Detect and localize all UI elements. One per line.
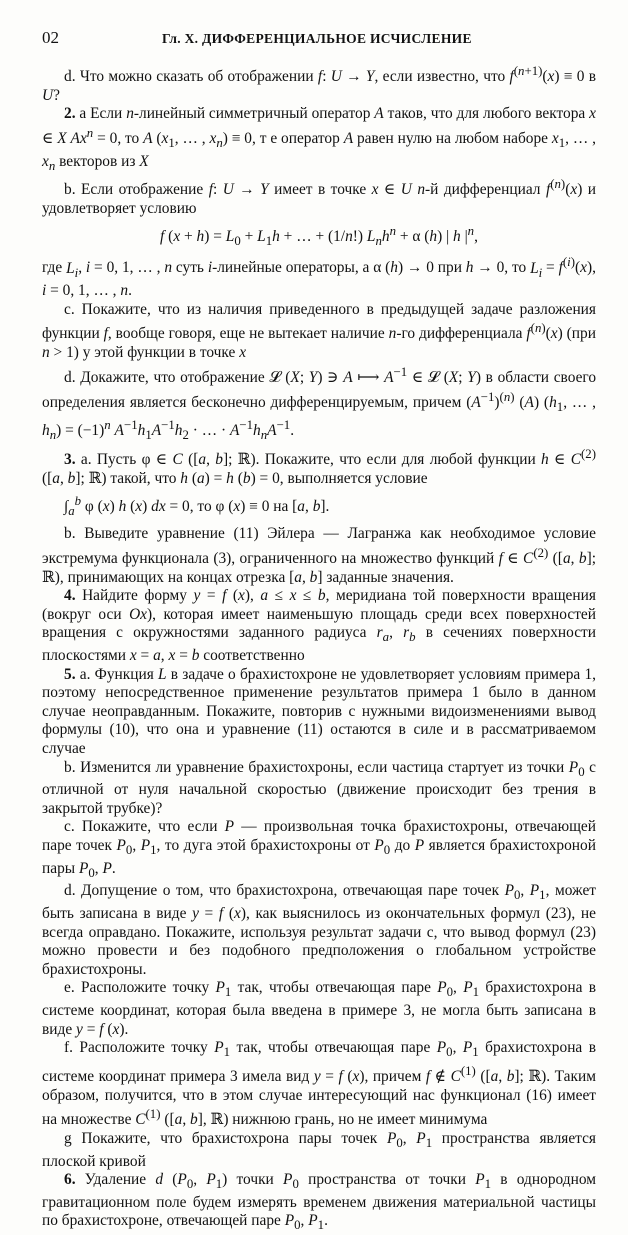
paragraph: b. Изменится ли уравнение брахистохроны, если частица стартует из точки $P_0$ с отличной от нуля начальной скоростью (движение происходит без трения в закрытой трубке)?	[42, 758, 596, 817]
paragraph: 6. Удаление d ($P_0$, $P_1$) точки $P_0$ пространства от точки $P_1$ в однородном гравитационном поле будем измерять временем движения материальной частицы по брахистохроне, отвечающей паре $P_0$, $P_1$.	[42, 1171, 596, 1233]
paragraph: 4. Найдите форму y = f (x), a ≤ x ≤ b, меридиана той поверхности вращения (вокруг оси Ox), которая имеет наименьшую площадь среди всех поверхностей вращения с окружностями заданного радиуса $r_a$, $r_b$ в сечениях поверхности плоскостями x = a, x = b соответственно	[42, 587, 596, 664]
paragraph: 3. a. Пусть φ ∈ C ([a, b]; ℝ). Покажите, что если для любой функции h ∈ $C^{(2)}$ ([a, b]; ℝ) такой, что h (a) = h (b) = 0, выполняется условие	[42, 447, 596, 487]
paragraph: 5. а. Функция L в задаче о брахистохроне не удовлетворяет условиям примера 1, поэтому непосредственное применение результатов примера 1 было в данном случае неоправданным. Покажите, повторив с нужными видоизменениями вывод формулы (10), что она и уравнение (11) остаются в силе и в рассматриваемом случае	[42, 665, 596, 757]
paragraph: b. Если отображение f: U → Y имеет в точке x ∈ U n-й дифференциал $f^{(n)}(x)$ и удовлетворяет условию	[42, 177, 596, 218]
paragraph: e. Расположите точку $P_1$ так, чтобы отвечающая паре $P_0$, $P_1$ брахистохрона в системе координат, которая была введена в примере 3, не могла быть записана в виде y = f (x).	[42, 979, 596, 1038]
paragraph: c. Покажите, что если P — произвольная точка брахистохроны, отвечающей паре точек $P_0$, $P_1$, то дуга этой брахистохроны от $P_0$ до P является брахистохроной пары $P_0$, P.	[42, 818, 596, 880]
paragraph: b. Выведите уравнение (11) Эйлера — Лагранжа как необходимое условие экстремума функционала (3), ограниченного на множество функций f ∈ $C^{(2)}$ ([a, b]; ℝ), принимающих на концах отрезка [a, b] заданные значения.	[42, 525, 596, 586]
page-header	[42, 28, 596, 62]
paragraph: f. Расположите точку $P_1$ так, чтобы отвечающая паре $P_0$, $P_1$ брахистохрона в системе координат примера 3 имела вид y = f (x), причем f ∉ $C^{(1)}$ ([a, b]; ℝ). Таким образом, получится, что в этом случае интересующий нас функционал (16) имеет на множестве $C^{(1)}$ ([a, b], ℝ) нижнюю грань, но не имеет минимума	[42, 1039, 596, 1129]
paragraph: d. Что можно сказать об отображении f: U → Y, если известно, что $f^{(n+1)}(x) \equiv 0$ в U?	[42, 64, 597, 104]
paragraph: 2. a Если n-линейный симметричный оператор A таков, что для любого вектора x ∈ X $Ax^n = 0$, то A ($x_1$, … , $x_n) \equiv 0$, т е оператор A равен нулю на любом наборе $x_1$, … , $x_n$ векторов из X	[42, 105, 596, 173]
running-title: Гл. X. ДИФФЕРЕНЦИАЛЬНОЕ ИСЧИСЛЕНИЕ	[162, 31, 472, 46]
paragraph: c. Покажите, что из наличия приведенного в предыдущей задаче разложения функции f, вообще говоря, еще не вытекает наличие n-го дифференциала $f^{(n)}(x)$ (при n > 1) у этой функции в точке x	[42, 300, 596, 362]
formula: f $(x + h) = L_0 + L_1h$ + … + (1/n!) $L_nh^n + \alpha$ (h) | h $|^n$,	[160, 223, 478, 248]
paragraph: d. Докажите, что отображение 𝓛 (X; Y) ∋ A ⟼ $A^{-1}$ ∈ 𝓛 (X; Y) в области своего определения является бесконечно дифференцируемым, причем $(A^{-1})^{(n)}$ (A) ($h_1$, … , $h_n) = (-1)^n$ $A^{-1}h_1A^{-1}h_2$ · … · $A^{-1}h_nA^{-1}$.	[42, 364, 597, 443]
formula: $\int_a^b$ φ (x) h (x) dx = 0, то φ (x) ≡ 0 на [a, b].	[64, 494, 330, 519]
page-body	[42, 62, 596, 1235]
page-number: 02	[42, 28, 59, 47]
paragraph: g Покажите, что брахистохрона пары точек $P_0$, $P_1$ пространства является плоской кривой	[42, 1129, 596, 1170]
paragraph: где $L_i$, i = 0, 1, … , n суть i-линейные операторы, а α (h) → 0 при h → 0, то $L_i = f^{(i)}(x)$, i = 0, 1, … , n.	[42, 255, 596, 300]
paragraph: d. Допущение о том, что брахистохрона, отвечающая паре точек $P_0$, $P_1$, может быть записана в виде y = f (x), как выяснилось из окончательных формул (23), не всегда оправдано. Покажите, используя результат задачи с, что вывод формул (23) можно провести и без подобного предположения о глобальном устройстве брахистохроны.	[42, 882, 596, 978]
